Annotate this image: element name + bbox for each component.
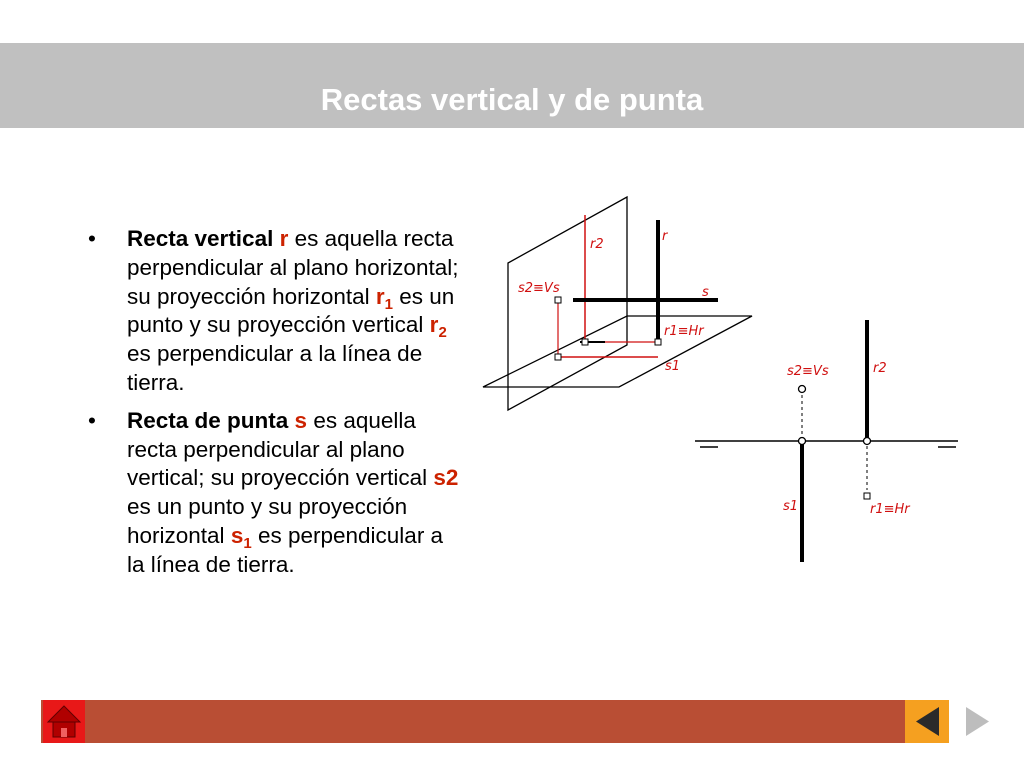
point-hr	[655, 339, 661, 345]
label-s1-right: s1	[783, 499, 799, 514]
symbol-s2: s2	[433, 465, 459, 491]
term-recta-vertical: Recta vertical	[127, 226, 274, 251]
text-fragment: es perpendicular a la línea de tierra.	[127, 341, 423, 395]
text-fragment: es aquella recta perpendicular al plano vertical; su proyección vertical	[127, 407, 428, 491]
label-r1-hr: r1≡Hr	[664, 324, 704, 339]
text-fragment: es un punto y su proyección vertical	[127, 283, 455, 338]
label-r2-right: r2	[873, 361, 887, 376]
label-r: r	[662, 229, 668, 244]
point-r2-base	[582, 339, 588, 345]
point-s-ground	[799, 438, 806, 445]
symbol-r2: $r_2$	[429, 312, 447, 342]
symbol-r1: $r_1$	[375, 283, 394, 313]
slide-title: Rectas vertical y de punta	[320, 82, 704, 117]
arrow-left-icon	[905, 700, 949, 743]
point-s1-start	[555, 354, 561, 360]
text-fragment: es perpendicular a la línea de tierra.	[127, 522, 444, 577]
term-recta-de-punta: Recta de punta	[127, 407, 289, 433]
horizontal-plane	[483, 316, 752, 387]
bullet-dot: •	[88, 226, 96, 251]
point-r-ground	[864, 438, 871, 445]
text-fragment: es un punto y su proyección horizontal	[127, 494, 408, 548]
diagram-3d-view	[483, 197, 752, 410]
symbol-s1: $s_1$	[230, 522, 252, 552]
diagram-dihedral-view	[695, 320, 958, 562]
bullet-dot: •	[88, 407, 96, 433]
point-r1	[864, 493, 870, 499]
symbol-s: s	[294, 407, 308, 433]
label-r2: r2	[590, 237, 604, 252]
previous-slide-button[interactable]	[905, 700, 949, 743]
nav-separator	[949, 700, 958, 743]
point-vs	[555, 297, 561, 303]
arrow-right-icon	[958, 700, 996, 743]
home-icon	[43, 700, 85, 743]
label-s2-vs-right: s2≡Vs	[787, 364, 829, 379]
label-s2-vs: s2≡Vs	[518, 281, 560, 296]
label-r1-hr-right: r1≡Hr	[870, 502, 910, 517]
text-fragment: es aquella recta perpendicular al plano horizontal; su proyección horizontal	[127, 226, 459, 309]
point-s2	[799, 386, 806, 393]
vertical-plane	[508, 197, 627, 410]
home-button[interactable]	[43, 700, 85, 743]
footer-bar	[41, 700, 956, 743]
next-slide-button[interactable]	[958, 700, 996, 743]
label-s1: s1	[665, 359, 681, 374]
symbol-r: r	[279, 226, 289, 251]
label-s: s	[702, 285, 709, 300]
